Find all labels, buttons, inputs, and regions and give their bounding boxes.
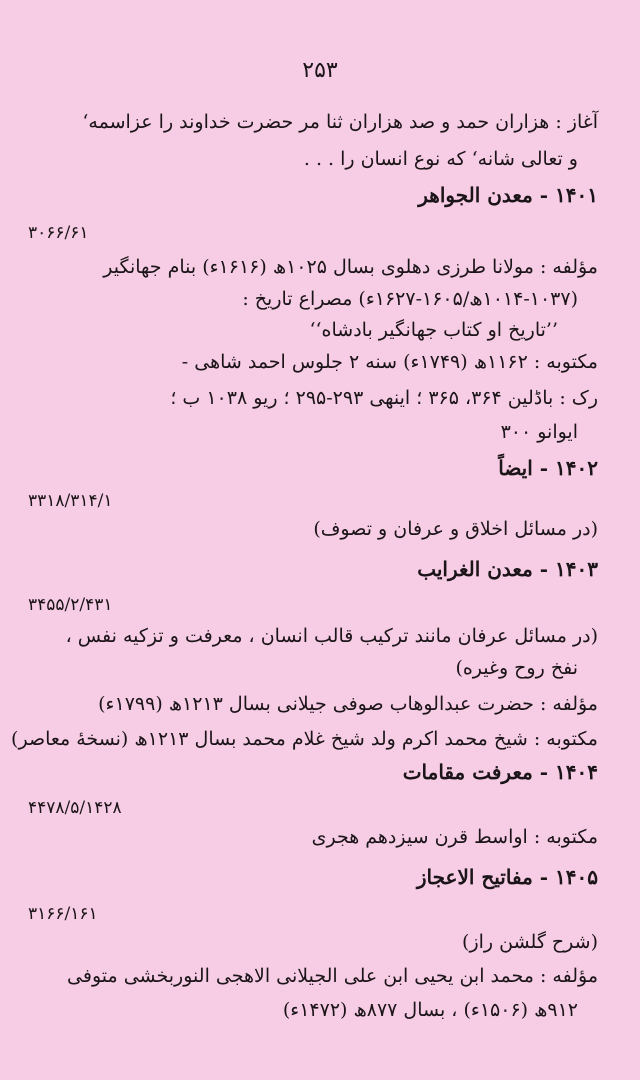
catalog-number: ۳۱۶۶/۱۶۱ xyxy=(28,904,98,924)
entry-line: (شرح گلشن راز) xyxy=(462,931,598,953)
entry-line: (در مسائل اخلاق و عرفان و تصوف) xyxy=(313,518,598,540)
entry-line: (در مسائل عرفان مانند ترکیب قالب انسان ، معرفت و تزکیه نفس ، xyxy=(65,625,598,647)
entry-heading: ۱۴۰۲ - ایضاً xyxy=(498,456,598,480)
entry-line: مکتوبه : ۱۱۶۲ھ (۱۷۴۹ء) سنه ۲ جلوس احمد شاهی - xyxy=(181,351,598,373)
entry-line: مکتوبه : اواسط قرن سیزدهم هجری xyxy=(311,826,598,848)
entry-heading: ۱۴۰۳ - معدن الغرایب xyxy=(417,557,598,581)
catalog-number: ۳۳۱۸/۳۱۴/۱ xyxy=(28,491,113,511)
entry-heading: ۱۴۰۱ - معدن الجواهر xyxy=(418,183,598,207)
entry-line: مؤلفه : حضرت عبدالوهاب صوفی جیلانی بسال ۱۲۱۳ھ (۱۷۹۹ء) xyxy=(98,693,598,715)
catalog-number: ۳۰۶۶/۶۱ xyxy=(28,223,89,243)
entry-line: مؤلفه : محمد ابن یحیی ابن علی الجیلانی الاهجی النوربخشی متوفی xyxy=(67,965,598,987)
entry-line: مکتوبه : شیخ محمد اکرم ولد شیخ غلام محمد بسال ۱۲۱۳ھ (نسخهٔ معاصر) xyxy=(11,728,598,750)
intro-line: آغاز : هزاران حمد و صد هزاران ثنا مر حضرت خداوند را عزاسمه‘ xyxy=(82,111,598,133)
entry-heading: ۱۴۰۵ - مفاتیح الاعجاز xyxy=(416,865,598,889)
page-number: ۲۵۳ xyxy=(302,58,338,83)
intro-line: و تعالی شانه‘ که نوع انسان را . . . xyxy=(303,148,578,170)
entry-line: (۱۰۱۴-۱۰۳۷ھ/۱۶۰۵-۱۶۲۷ء) مصراع تاریخ : xyxy=(242,288,578,310)
entry-line: رک : باڈلین ۳۶۴، ۳۶۵ ؛ اینهی ۲۹۳-۲۹۵ ؛ ریو ۱۰۳۸ ب ؛ xyxy=(170,387,598,409)
entry-line: ۹۱۲ھ (۱۵۰۶ء) ، بسال ۸۷۷ھ (۱۴۷۲ء) xyxy=(282,999,578,1021)
entry-line: مؤلفه : مولانا طرزی دهلوی بسال ۱۰۲۵ھ (۱۶۱۶ء) بنام جهانگیر xyxy=(103,256,598,278)
entry-line: نفخ روح وغیره) xyxy=(455,657,578,679)
entry-heading: ۱۴۰۴ - معرفت مقامات xyxy=(402,760,598,784)
catalog-number: ۳۴۵۵/۲/۴۳۱ xyxy=(28,595,113,615)
entry-line: ایوانو ۳۰۰ xyxy=(500,421,578,443)
entry-line: ’’تاریخ او کتاب جهانگیر بادشاه‘‘ xyxy=(309,319,558,341)
catalog-number: ۴۴۷۸/۵/۱۴۲۸ xyxy=(28,798,122,818)
